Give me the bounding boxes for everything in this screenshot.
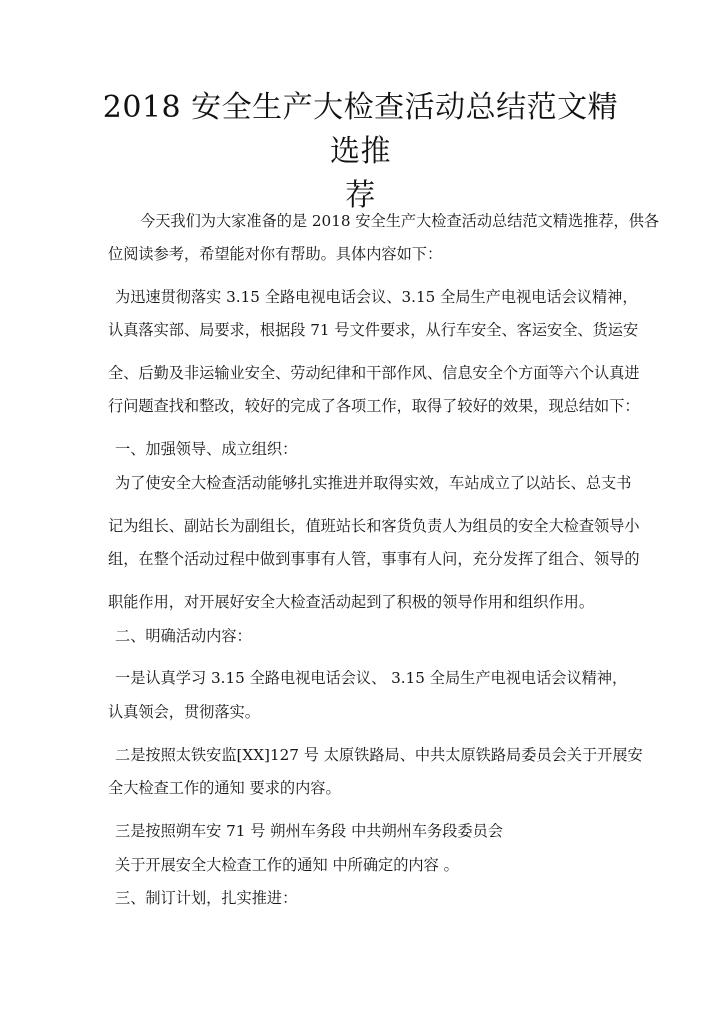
intro-paragraph-line: 位阅读参考，希望能对你有帮助。具体内容如下： [108,245,443,263]
intro-paragraph-line: 今天我们为大家准备的是 2018 安全生产大检查活动总结范文精选推荐，供各 [140,212,660,230]
title-line-1: 2018 安全生产大检查活动总结范文精选推 [102,90,619,169]
body-paragraph-line: 认真落实部、局要求，根据段 71 号文件要求，从行车安全、客运安全、货运安 [108,321,639,339]
body-paragraph-line: 记为组长、副站长为副组长，值班站长和客货负责人为组员的安全大检查领导小 [108,517,640,535]
title-line-2: 荐 [345,178,376,213]
section-heading-1: 一、加强领导、成立组织： [115,440,298,458]
body-paragraph-line: 全、后勤及非运输业安全、劳动纪律和干部作风、信息安全个方面等六个认真进 [108,364,640,382]
section-heading-3: 三、制订计划，扎实推进： [115,889,298,907]
body-paragraph-line: 全大检查工作的通知 要求的内容。 [108,779,341,797]
body-paragraph-line: 关于开展安全大检查工作的通知 中所确定的内容 。 [115,856,459,874]
body-paragraph-line: 为了使安全大检查活动能够扎实推进并取得实效，车站成立了以站长、总支书 [115,474,632,492]
body-paragraph-line: 一是认真学习 3.15 全路电视电话会议、 3.15 全局生产电视电话会议精神， [115,669,628,687]
body-paragraph-line: 为迅速贯彻落实 3.15 全路电视电话会议、3.15 全局生产电视电话会议精神， [115,288,638,306]
section-heading-2: 二、明确活动内容： [115,627,252,645]
body-paragraph-line: 三是按照朔车安 71 号 朔州车务段 中共朔州车务段委员会 [115,822,503,840]
body-paragraph-line: 职能作用，对开展好安全大检查活动起到了积极的领导作用和组织作用。 [108,593,594,611]
body-paragraph-line: 认真领会，贯彻落实。 [108,703,260,721]
body-paragraph-line: 二是按照太铁安监[XX]127 号 太原铁路局、中共太原铁路局委员会关于开展安 [115,746,643,764]
body-paragraph-line: 组，在整个活动过程中做到事事有人管，事事有人问，充分发挥了组合、领导的 [108,550,640,568]
body-paragraph-line: 行问题查找和整改，较好的完成了各项工作，取得了较好的效果，现总结如下： [108,397,640,415]
document-title [100,86,621,218]
